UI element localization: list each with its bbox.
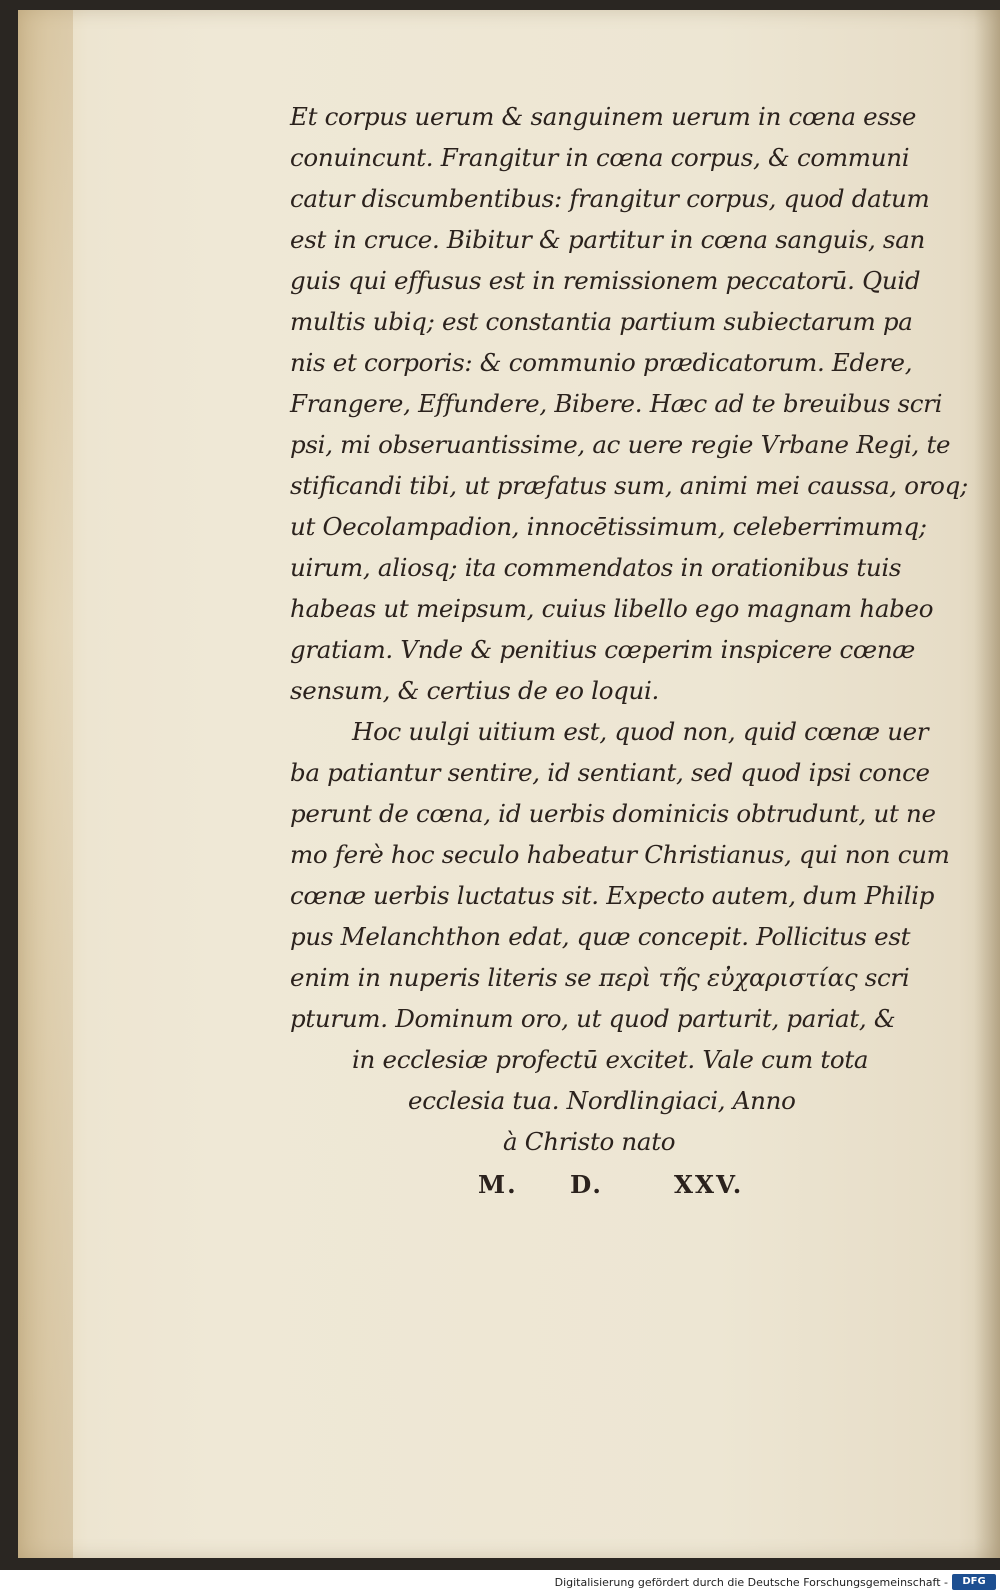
paragraph-first-line: Hoc uulgi uitium est, quod non, quid cœnæ uer (352, 717, 929, 746)
text-line: catur discumbentibus: frangitur corpus, quod datum (290, 184, 930, 213)
text-line: perunt de cœna, id uerbis dominicis obtrudunt, ut ne (290, 799, 936, 828)
text-line: pturum. Dominum oro, ut quod parturit, pariat, & (290, 1004, 896, 1033)
text-line: sensum, & certius de eo loqui. (290, 676, 660, 705)
date-part: D. (570, 1170, 603, 1199)
text-line: habeas ut meipsum, cuius libello ego magnam habeo (290, 594, 934, 623)
page-gutter (974, 10, 1000, 1558)
text-line: ba patiantur sentire, id sentiant, sed quod ipsi conce (290, 758, 930, 787)
text-line: stificandi tibi, ut præfatus sum, animi mei caussa, oroq; (290, 471, 968, 500)
text-line: cœnæ uerbis luctatus sit. Expecto autem, dum Philip (290, 881, 935, 910)
text-line: guis qui effusus est in remissionem peccatorū. Quid (290, 266, 921, 295)
closing-line: ecclesia tua. Nordlingiaci, Anno (408, 1086, 796, 1115)
text-line: nis et corporis: & communio prædicatorum. Edere, (290, 348, 913, 377)
date-part: M. (478, 1170, 518, 1199)
funding-credit: Digitalisierung gefördert durch die Deutsche Forschungsgemeinschaft - (554, 1576, 948, 1589)
text-line: multis ubiq; est constantia partium subiectarum pa (290, 307, 913, 336)
text-line: mo ferè hoc seculo habeatur Christianus, qui non cum (290, 840, 950, 869)
closing-line: à Christo nato (503, 1127, 676, 1156)
text-line: uirum, aliosq; ita commendatos in orationibus tuis (290, 553, 902, 582)
closing-line: in ecclesiæ profectū excitet. Vale cum tota (352, 1045, 869, 1074)
text-line: est in cruce. Bibitur & partitur in cœna sanguis, san (290, 225, 925, 254)
text-line: conuincunt. Frangitur in cœna corpus, & communi (290, 143, 910, 172)
footer-bar (0, 1570, 1000, 1596)
text-line: Frangere, Effundere, Bibere. Hæc ad te breuibus scri (290, 389, 943, 418)
text-line: ut Oecolampadion, innocētissimum, celeberrimumq; (290, 512, 927, 541)
body-text (290, 96, 968, 1205)
date-line (290, 1164, 950, 1205)
text-line: pus Melanchthon edat, quæ concepit. Pollicitus est (290, 922, 911, 951)
text-line: psi, mi obseruantissime, ac uere regie Vrbane Regi, te (290, 430, 951, 459)
text-line: gratiam. Vnde & penitius cœperim inspicere cœnæ (290, 635, 916, 664)
text-line: Et corpus uerum & sanguinem uerum in cœna esse (290, 102, 917, 131)
dfg-logo: DFG (952, 1574, 996, 1590)
date-part: XXV. (674, 1170, 744, 1199)
text-line: enim in nuperis literis se περὶ τῆς εὐχαριστίας scri (290, 963, 910, 992)
